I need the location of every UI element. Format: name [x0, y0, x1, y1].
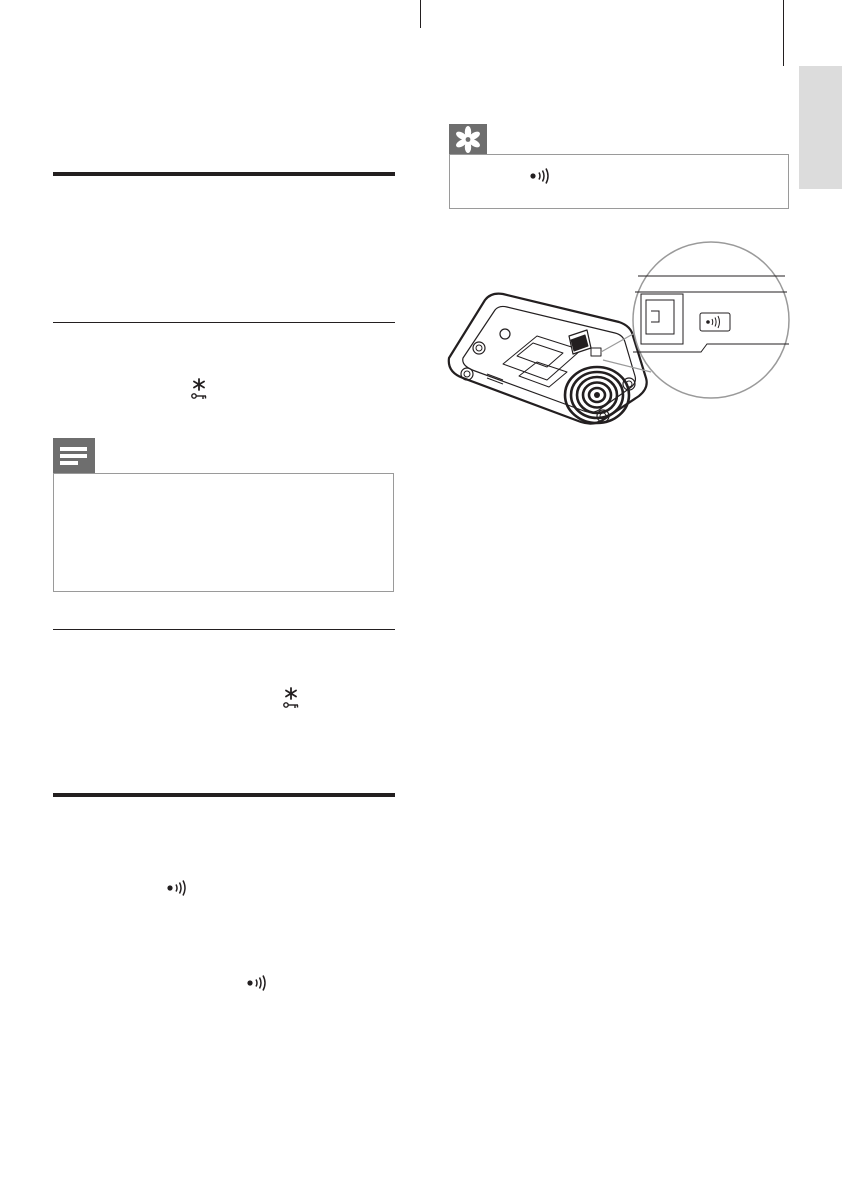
note-box — [53, 473, 394, 592]
subsection-rule-lock — [53, 322, 395, 323]
language-side-tab — [799, 66, 842, 189]
signal-waves-icon — [529, 167, 551, 185]
star-key-icon — [282, 686, 300, 710]
section-rule-keypad-lock — [53, 172, 395, 176]
crop-mark-left — [420, 0, 421, 28]
signal-waves-icon — [166, 879, 188, 897]
section-rule-find-handset — [53, 793, 395, 797]
signal-waves-icon — [246, 974, 268, 992]
asterisk-tip-icon — [449, 124, 487, 155]
star-key-icon — [190, 377, 208, 401]
base-station-illustration — [441, 236, 792, 458]
subsection-rule-unlock — [53, 629, 395, 630]
tip-box — [449, 154, 789, 209]
tip-tag — [449, 124, 487, 155]
crop-mark-right — [783, 0, 784, 66]
note-tag — [53, 438, 95, 474]
note-lines-icon — [53, 438, 95, 474]
